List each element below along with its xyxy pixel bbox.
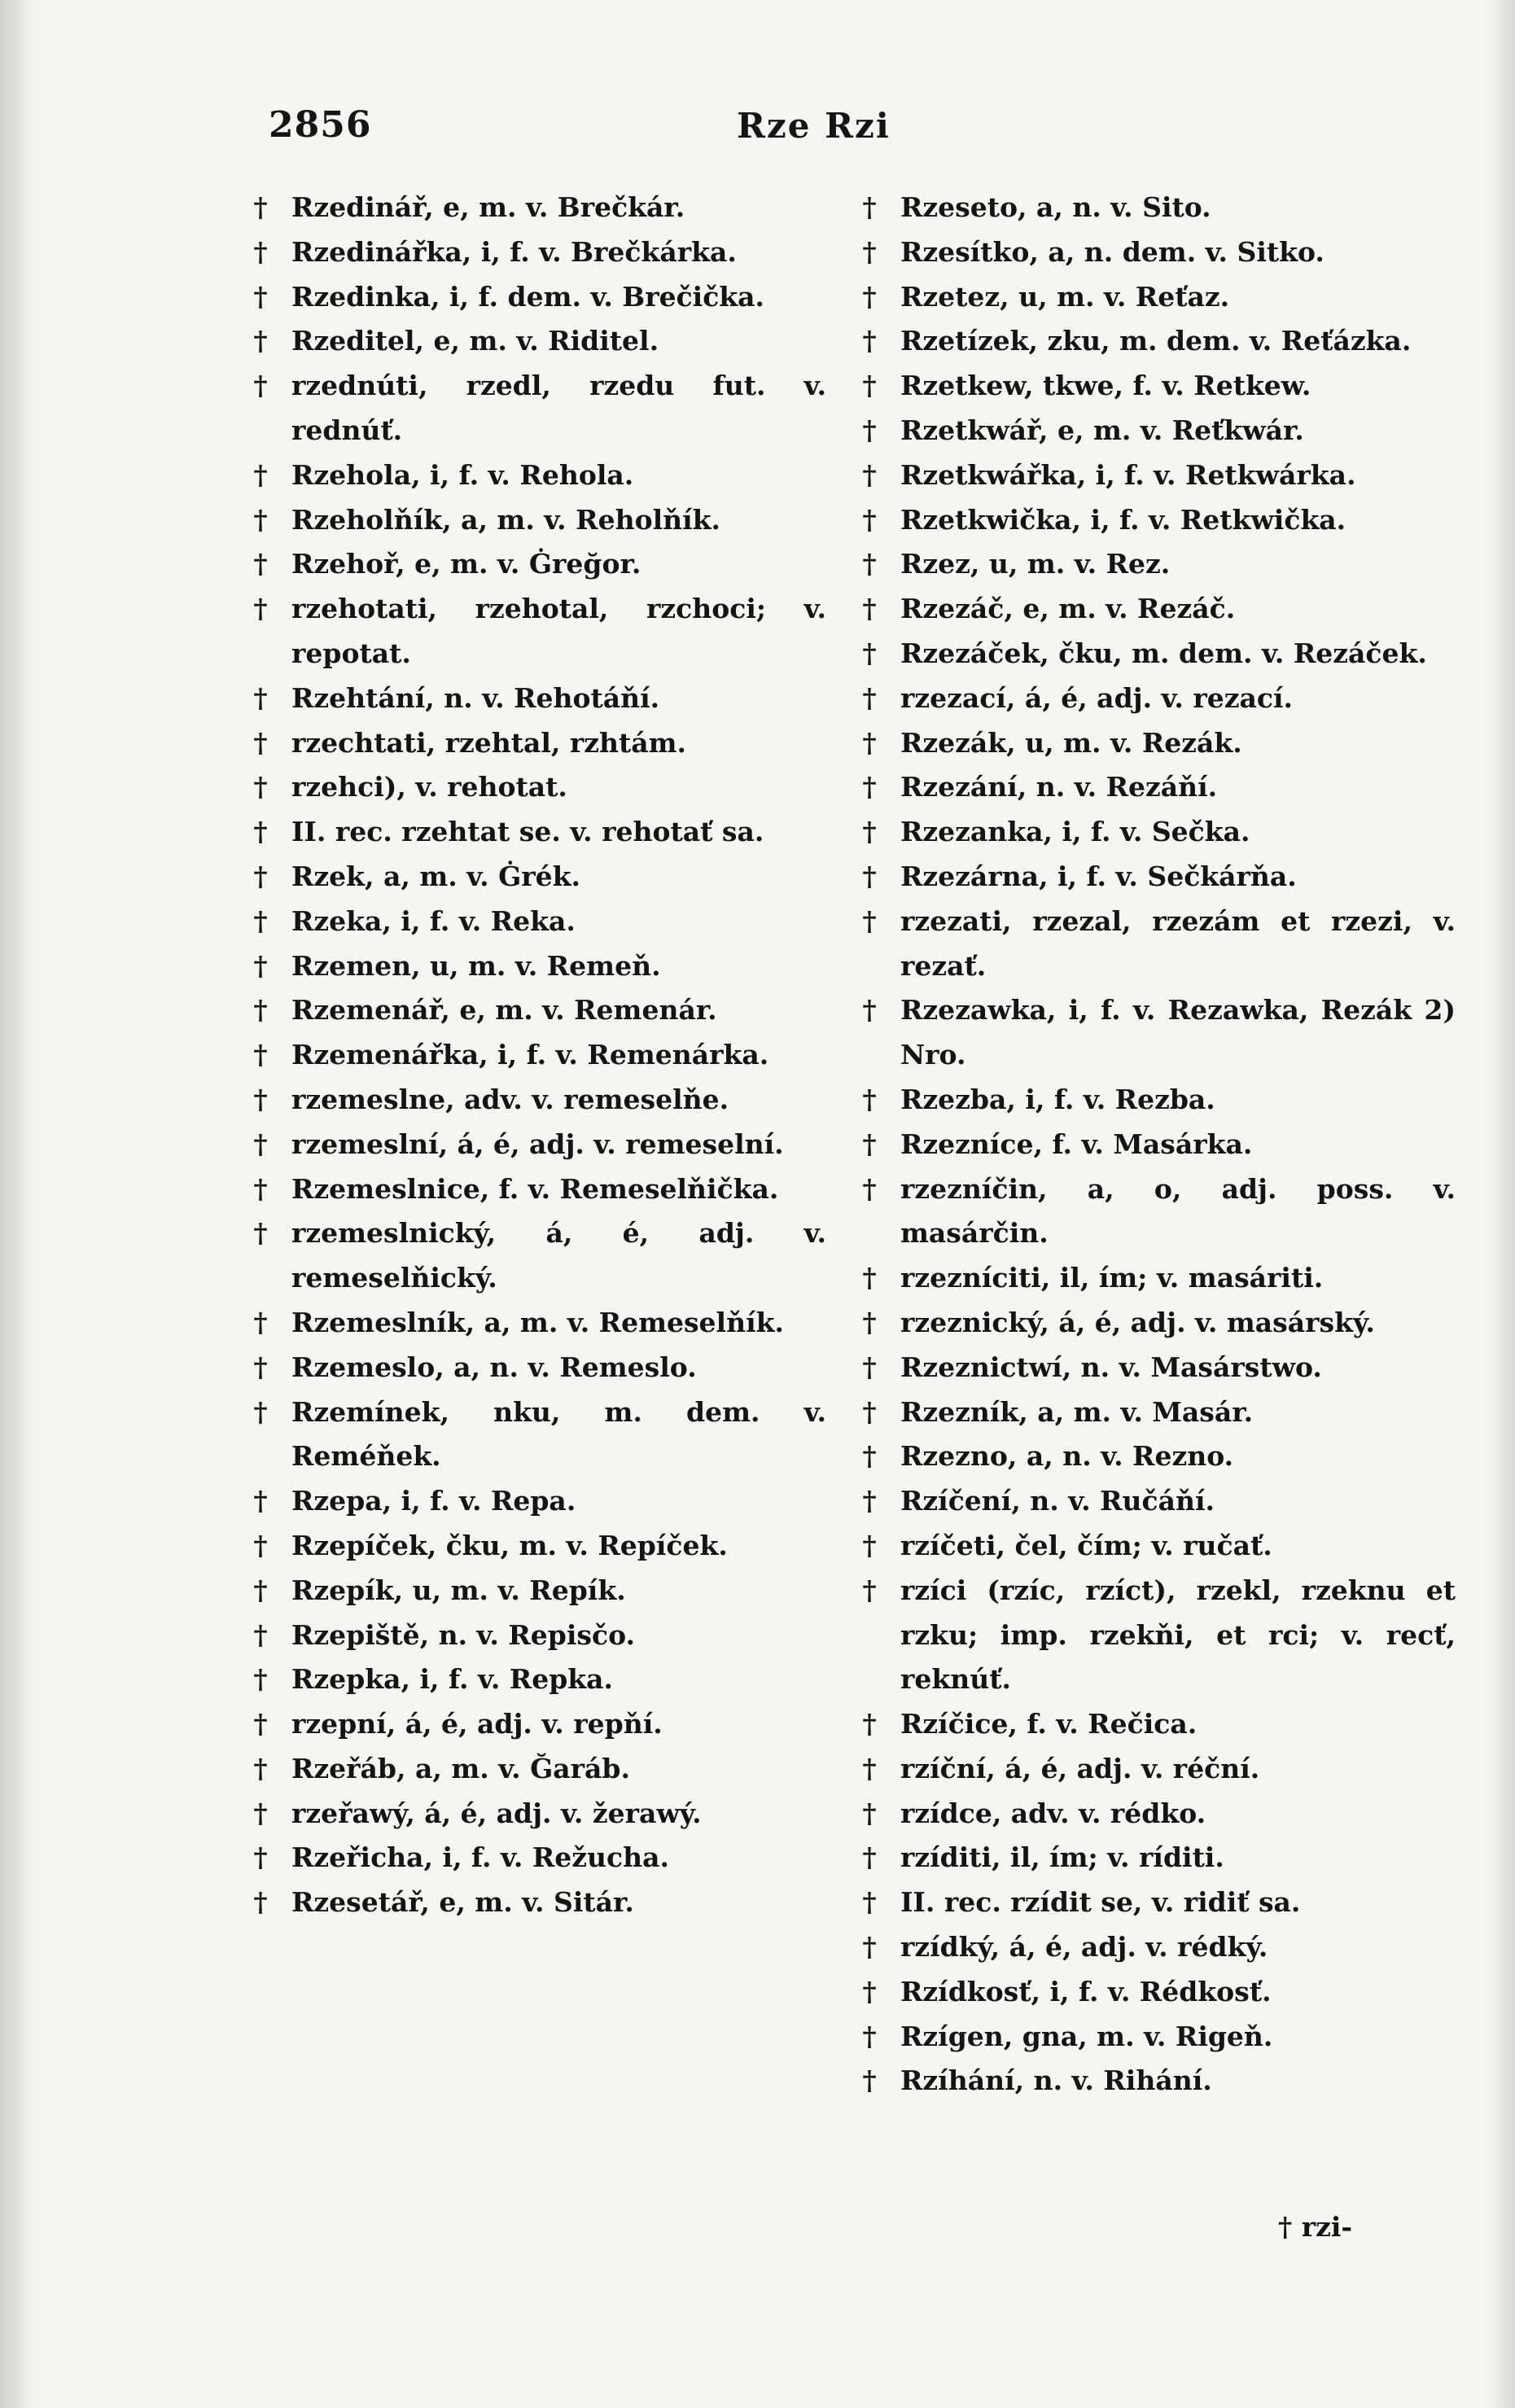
entry-text: Rzezba, i, f. v. Rezba.	[900, 1083, 1215, 1115]
dagger-mark: †	[253, 994, 268, 1027]
scan-shadow-left	[0, 0, 42, 2408]
entry-text: Rzehoř, e, m. v. Ġreğor.	[291, 548, 641, 580]
dagger-mark: †	[862, 1529, 877, 1561]
entry-text: rzechtati, rzehtal, rzhtám.	[291, 726, 686, 759]
entry-text: II. rec. rzehtat se. v. rehotať sa.	[291, 816, 764, 848]
dictionary-entry	[244, 988, 826, 1033]
entry-text: Rzemenář, e, m. v. Remenár.	[291, 994, 717, 1027]
dictionary-entry	[244, 1390, 826, 1480]
dictionary-entry	[244, 676, 826, 721]
entry-text: Rzetez, u, m. v. Reťaz.	[900, 280, 1230, 313]
dictionary-entry	[853, 900, 1456, 989]
entry-text: II. rec. rzídit se, v. ridiť sa.	[900, 1886, 1301, 1919]
dictionary-entry	[853, 1702, 1456, 1747]
entry-text: Rzeznictwí, n. v. Masárstwo.	[900, 1351, 1322, 1383]
dictionary-entry	[244, 1346, 826, 1390]
dictionary-entry	[244, 1078, 826, 1123]
entry-text: Rzezníce, f. v. Masárka.	[900, 1127, 1253, 1160]
dagger-mark: †	[253, 1663, 268, 1696]
dictionary-entry	[853, 1256, 1456, 1301]
dagger-mark: †	[862, 1485, 877, 1517]
dagger-mark: †	[253, 1395, 268, 1428]
entry-text: Rzezník, a, m. v. Masár.	[900, 1395, 1254, 1428]
dictionary-entry	[853, 721, 1456, 766]
dictionary-entry	[853, 1880, 1456, 1925]
entry-text: Rzez, u, m. v. Rez.	[900, 548, 1171, 580]
entry-text: Rzetkwář, e, m. v. Reťkwár.	[900, 414, 1304, 446]
dictionary-entry	[853, 319, 1456, 364]
entry-text: Rzehola, i, f. v. Rehola.	[291, 458, 634, 491]
dagger-mark: †	[253, 593, 268, 625]
dagger-mark: †	[862, 1574, 877, 1606]
dictionary-entry	[853, 1524, 1456, 1569]
dagger-mark: †	[862, 503, 877, 536]
dictionary-entry	[853, 988, 1456, 1078]
dictionary-entry	[244, 1524, 826, 1569]
dictionary-entry	[244, 765, 826, 810]
dictionary-entry	[853, 542, 1456, 587]
entry-text: Rzetkwářka, i, f. v. Retkwárka.	[900, 458, 1356, 491]
entry-text: Rzetízek, zku, m. dem. v. Reťázka.	[900, 325, 1412, 357]
dagger-mark: †	[862, 681, 877, 714]
entry-text: Rzeholňík, a, m. v. Reholňík.	[291, 503, 721, 536]
dictionary-entry	[244, 1167, 826, 1212]
dagger-mark: †	[862, 1351, 877, 1383]
entry-text: Rzezáč, e, m. v. Rezáč.	[900, 593, 1236, 625]
entry-text: Rzídkosť, i, f. v. Rédkosť.	[900, 1975, 1272, 2007]
dictionary-entry	[244, 587, 826, 676]
dictionary-entry	[244, 1880, 826, 1925]
entry-text: Rzedinář, e, m. v. Brečkár.	[291, 191, 685, 223]
entry-text: rzezníciti, il, ím; v. masáriti.	[900, 1262, 1324, 1294]
dagger-mark: †	[862, 593, 877, 625]
entry-text: rzíci (rzíc, rzíct), rzekl, rzeknu et rzku; imp. rzekňi, et rci; v. recť, reknúť.	[900, 1574, 1456, 1696]
dagger-mark: †	[862, 771, 877, 803]
dictionary-entry	[244, 275, 826, 320]
dictionary-entry	[244, 1479, 826, 1524]
dagger-mark: †	[253, 1351, 268, 1383]
dictionary-entry	[244, 1657, 826, 1702]
dagger-mark: †	[253, 325, 268, 357]
dictionary-entry	[853, 230, 1456, 275]
dictionary-entry	[853, 587, 1456, 632]
dictionary-entry	[853, 676, 1456, 721]
dictionary-entry	[244, 498, 826, 543]
dagger-mark: †	[862, 235, 877, 268]
dagger-mark: †	[253, 1485, 268, 1517]
entry-text: rzezníčin, a, o, adj. poss. v. masárčin.	[900, 1172, 1456, 1250]
dagger-mark: †	[862, 1931, 877, 1964]
dagger-mark: †	[253, 1529, 268, 1561]
dagger-mark: †	[253, 1083, 268, 1115]
dictionary-entry	[244, 1301, 826, 1346]
entry-text: Rzemeslník, a, m. v. Remeselňík.	[291, 1306, 784, 1338]
dictionary-entry	[853, 1390, 1456, 1435]
dagger-mark: †	[862, 1975, 877, 2007]
dictionary-entry	[244, 944, 826, 989]
dictionary-entry	[853, 1479, 1456, 1524]
dagger-mark: †	[862, 1841, 877, 1874]
dagger-mark: †	[253, 1039, 268, 1071]
dictionary-entry	[244, 453, 826, 498]
dagger-mark: †	[862, 1797, 877, 1829]
entry-text: Rzeseto, a, n. v. Sito.	[900, 191, 1211, 223]
dagger-mark: †	[253, 726, 268, 759]
dictionary-entry	[853, 1792, 1456, 1837]
dagger-mark: †	[253, 1618, 268, 1651]
dagger-mark: †	[253, 191, 268, 223]
dagger-mark: †	[253, 771, 268, 803]
dagger-mark: †	[253, 1172, 268, 1205]
entry-text: Rzíhání, n. v. Rihání.	[900, 2064, 1212, 2097]
entry-text: Rzesetář, e, m. v. Sitár.	[291, 1886, 634, 1919]
dictionary-entry	[244, 721, 826, 766]
entry-text: rzezati, rzezal, rzezám et rzezi, v. rezať.	[900, 904, 1456, 982]
dagger-mark: †	[862, 370, 877, 402]
entry-text: rzídký, á, é, adj. v. rédký.	[900, 1931, 1268, 1964]
dictionary-entry	[244, 1836, 826, 1880]
dagger-mark: †	[862, 637, 877, 669]
entry-text: Rzemeslo, a, n. v. Remeslo.	[291, 1351, 697, 1383]
entry-text: Rzíčice, f. v. Rečica.	[900, 1708, 1198, 1740]
dagger-mark: †	[253, 1797, 268, 1829]
dictionary-entry	[853, 1434, 1456, 1479]
page-number: 2856	[269, 104, 372, 146]
dictionary-entry	[853, 1747, 1456, 1792]
scan-shadow-right	[1479, 0, 1515, 2408]
dictionary-entry	[853, 1925, 1456, 1970]
entry-text: rzíditi, il, ím; v. ríditi.	[900, 1841, 1224, 1874]
dictionary-entry	[244, 1033, 826, 1078]
dagger-mark: †	[862, 1083, 877, 1115]
dagger-mark: †	[862, 1752, 877, 1784]
dictionary-entry	[853, 498, 1456, 543]
dagger-mark: †	[253, 1708, 268, 1740]
entry-text: Rzetkew, tkwe, f. v. Retkew.	[900, 370, 1311, 402]
entry-text: Rzepíček, čku, m. v. Repíček.	[291, 1529, 728, 1561]
entry-text: Rzek, a, m. v. Ġrék.	[291, 860, 581, 892]
dagger-mark: †	[862, 1172, 877, 1205]
dagger-mark: †	[862, 994, 877, 1027]
dagger-mark: †	[253, 816, 268, 848]
entry-text: Rzedinářka, i, f. v. Brečkárka.	[291, 235, 737, 268]
dagger-mark: †	[862, 726, 877, 759]
dictionary-entry	[244, 1792, 826, 1837]
dagger-mark: †	[253, 860, 268, 892]
dictionary-entry	[853, 1167, 1456, 1257]
entry-text: Rzezání, n. v. Rezáňí.	[900, 771, 1218, 803]
dictionary-entry	[244, 1211, 826, 1301]
dictionary-entry	[853, 364, 1456, 409]
dictionary-entry	[853, 765, 1456, 810]
entry-text: Rzepík, u, m. v. Repík.	[291, 1574, 626, 1606]
page-header	[269, 104, 1449, 161]
dictionary-entry	[244, 230, 826, 275]
entry-text: Rzezanka, i, f. v. Sečka.	[900, 816, 1250, 848]
dagger-mark: †	[862, 1440, 877, 1473]
dictionary-entry	[853, 1836, 1456, 1880]
dagger-mark: †	[253, 235, 268, 268]
right-column	[853, 186, 1456, 2104]
entry-text: Rzezárna, i, f. v. Sečkárňa.	[900, 860, 1297, 892]
dagger-mark: †	[862, 1262, 877, 1294]
entry-text: rzíční, á, é, adj. v. réční.	[900, 1752, 1260, 1784]
entry-text: Rzezno, a, n. v. Rezno.	[900, 1440, 1234, 1473]
entry-text: Rzehtání, n. v. Rehotáňí.	[291, 681, 660, 714]
dictionary-entry	[853, 1123, 1456, 1167]
dictionary-entry	[244, 319, 826, 364]
dagger-mark: †	[253, 1574, 268, 1606]
dagger-mark: †	[253, 458, 268, 491]
dictionary-entry	[853, 2059, 1456, 2104]
dagger-mark: †	[862, 904, 877, 937]
dagger-mark: †	[253, 1886, 268, 1919]
dagger-mark: †	[253, 503, 268, 536]
entry-text: Rzeřáb, a, m. v. Ğaráb.	[291, 1752, 630, 1784]
dictionary-entry	[853, 275, 1456, 320]
entry-text: rzednúti, rzedl, rzedu fut. v. rednúť.	[291, 370, 826, 446]
dagger-mark: †	[253, 370, 268, 402]
left-column	[244, 186, 826, 1925]
entry-text: Rzeditel, e, m. v. Riditel.	[291, 325, 659, 357]
entry-text: Rzemen, u, m. v. Remeň.	[291, 949, 661, 982]
dagger-mark: †	[862, 816, 877, 848]
dagger-mark: †	[862, 280, 877, 313]
entry-text: Rzeřicha, i, f. v. Režucha.	[291, 1841, 669, 1874]
dagger-mark: †	[862, 414, 877, 446]
dagger-mark: †	[862, 458, 877, 491]
running-head: Rze Rzi	[737, 106, 891, 146]
dictionary-entry	[244, 855, 826, 900]
dagger-mark: †	[862, 1708, 877, 1740]
entry-text: Rzezawka, i, f. v. Rezawka, Rezák 2) Nro.	[900, 994, 1456, 1071]
entry-text: Rzetkwička, i, f. v. Retkwička.	[900, 503, 1346, 536]
dictionary-entry	[853, 1078, 1456, 1123]
entry-text: Rzepiště, n. v. Repisčo.	[291, 1618, 635, 1651]
entry-text: rzehotati, rzehotal, rzchoci; v. repotat.	[291, 593, 826, 669]
dagger-mark: †	[862, 1886, 877, 1919]
dictionary-entry	[853, 632, 1456, 676]
dictionary-entry	[853, 855, 1456, 900]
dictionary-entry	[853, 810, 1456, 855]
entry-text: Rzíčení, n. v. Ručáňí.	[900, 1485, 1215, 1517]
dagger-mark: †	[862, 548, 877, 580]
entry-text: rzezací, á, é, adj. v. rezací.	[900, 681, 1294, 714]
entry-text: rzemeslne, adv. v. remeselňe.	[291, 1083, 729, 1115]
entry-text: Rzígen, gna, m. v. Rigeň.	[900, 2020, 1273, 2052]
dictionary-entry	[244, 1123, 826, 1167]
dictionary-entry	[853, 453, 1456, 498]
dagger-mark: †	[862, 1127, 877, 1160]
entry-text: Rzezák, u, m. v. Rezák.	[900, 726, 1242, 759]
entry-text: Rzesítko, a, n. dem. v. Sitko.	[900, 235, 1325, 268]
entry-text: Rzemenářka, i, f. v. Remenárka.	[291, 1039, 769, 1071]
entry-text: Rzepa, i, f. v. Repa.	[291, 1485, 576, 1517]
dagger-mark: †	[862, 2064, 877, 2097]
dictionary-entry	[244, 1747, 826, 1792]
entry-text: Rzeka, i, f. v. Reka.	[291, 904, 576, 937]
dagger-mark: †	[862, 325, 877, 357]
entry-text: rzídce, adv. v. rédko.	[900, 1797, 1206, 1829]
dagger-mark: †	[253, 681, 268, 714]
entry-text: rzemeslní, á, é, adj. v. remeselní.	[291, 1127, 784, 1160]
entry-text: rzepní, á, é, adj. v. repňí.	[291, 1708, 663, 1740]
entry-text: rzehci), v. rehotat.	[291, 771, 567, 803]
dagger-mark: †	[862, 2020, 877, 2052]
dagger-mark: †	[253, 1752, 268, 1784]
dagger-mark: †	[862, 1395, 877, 1428]
entry-text: Rzezáček, čku, m. dem. v. Rezáček.	[900, 637, 1427, 669]
dictionary-entry	[853, 186, 1456, 230]
dictionary-entry	[244, 810, 826, 855]
dagger-mark: †	[253, 949, 268, 982]
entry-text: Rzepka, i, f. v. Repka.	[291, 1663, 614, 1696]
dagger-mark: †	[253, 548, 268, 580]
dagger-mark: †	[253, 1306, 268, 1338]
dictionary-entry	[853, 1569, 1456, 1702]
entry-text: Rzemeslnice, f. v. Remeselňička.	[291, 1172, 779, 1205]
entry-text: Rzedinka, i, f. dem. v. Brečička.	[291, 280, 765, 313]
dictionary-entry	[853, 1970, 1456, 2015]
dictionary-entry	[244, 186, 826, 230]
dagger-mark: †	[862, 191, 877, 223]
dictionary-entry	[244, 1569, 826, 1613]
entry-text: Rzemínek, nku, m. dem. v. Reméňek.	[291, 1395, 826, 1473]
dagger-mark: †	[253, 904, 268, 937]
entry-text: rzíčeti, čel, čím; v. ručať.	[900, 1529, 1272, 1561]
dagger-mark: †	[253, 1841, 268, 1874]
dictionary-entry	[244, 1702, 826, 1747]
entry-text: rzemeslnický, á, é, adj. v. remeselňický.	[291, 1217, 826, 1294]
entry-text: rzeřawý, á, é, adj. v. žerawý.	[291, 1797, 702, 1829]
dagger-mark: †	[862, 860, 877, 892]
dictionary-entry	[853, 1301, 1456, 1346]
dictionary-entry	[853, 409, 1456, 453]
dictionary-entry	[244, 900, 826, 944]
dictionary-entry	[244, 542, 826, 587]
catchword: † rzi-	[1278, 2211, 1353, 2243]
dagger-mark: †	[862, 1306, 877, 1338]
dagger-mark: †	[253, 1217, 268, 1250]
dagger-mark: †	[253, 1127, 268, 1160]
entry-text: rzeznický, á, é, adj. v. masárský.	[900, 1306, 1375, 1338]
dictionary-entry	[244, 1613, 826, 1658]
dictionary-entry	[853, 1346, 1456, 1390]
dictionary-entry	[244, 364, 826, 453]
dictionary-entry	[853, 2015, 1456, 2060]
dagger-mark: †	[253, 280, 268, 313]
